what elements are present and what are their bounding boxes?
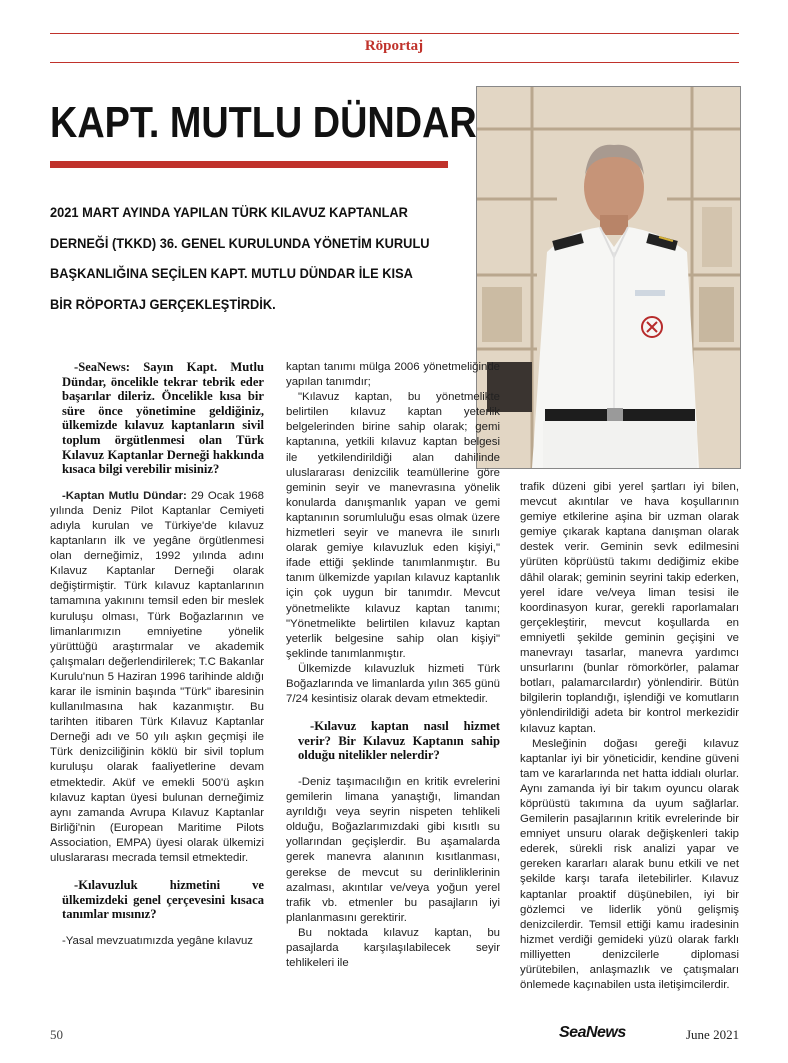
answer-1-text: 29 Ocak 1968 yılında Deniz Pilot Kaptanlar Cemiyeti adıyla kurulan ve Türkiye'de kılavuz kaptanların ilk ve yegâne örgütlenmesi olan derneğimiz, 1992 yılında adını Kılavuz Kaptanlar Derneği olarak değiştirmiştir. Türk kılavuz kaptanlarının tamamına yakınını temsil eden bir meslek kuruluşu olması, Türk Boğazlarının ve limanlarımızın emniyetine yönelik yürüttüğü araştırmalar ve akademik çalışmaları değerlendirilerek; T.C Bakanlar Kurulu'nun 5 Haziran 1996 tarihinde aldığı karar ile isminin başında "Türk" ibaresinin kullanılmasına hak kazanmıştır. Bu tarihten itibaren Türk Kılavuz Kaptanlar Derneği adı ve 50 yılı aşkın geçmişi ile Türk denizciliğinin köklü bir sivil toplum kuruluşu olarak faaliyetlerine devam etmektedir. Aküf ve emekli 500'ü aşkın kılavuz kaptan üyesi bulunan derneğimiz aynı zamanda Avrupa Kılavuz Kaptanlar Birliği'nin (European Maritime Pilots Association, EMPA) üyesi olarak ülkemizi uluslararası mecrada temsil etmektedir. — [50, 489, 264, 864]
answer-2-p3: Ülkemizde kılavuzluk hizmeti Türk Boğazlarında ve limanlarda yılın 365 günü 7/24 kesintisiz olarak devam etmektedir. — [286, 662, 500, 706]
column-1 — [50, 360, 264, 949]
answer-3-p2: Bu noktada kılavuz kaptan, bu pasajlarda karşılaşılabilecek seyir tehlikeleri ile — [286, 926, 500, 970]
answer-2-p1: kaptan tanımı mülga 2006 yönetmeliğinde yapılan tanımdır; — [286, 361, 500, 389]
question-1: -SeaNews: Sayın Kapt. Mutlu Dündar, öncelikle tekrar tebrik eder başarılar dileriz. Öncelikle kısa bir süre önce yönetimine geldiğiniz, ülkemizde kılavuz kaptanların sivil toplum örgütlenmesi olan Türk Kılavuz Kaptanlar Derneği hakkında kısaca bilgi verebilir misiniz? — [62, 360, 264, 477]
section-label: Röportaj — [364, 38, 424, 54]
column-3 — [520, 480, 739, 993]
answer-1-speaker: -Kaptan Mutlu Dündar: — [62, 489, 187, 502]
lead-paragraph: 2021 MART AYINDA YAPILAN TÜRK KILAVUZ KAPTANLAR DERNEĞİ (TKKD) 36. GENEL KURULUNDA YÖNETİM KURULU BAŞKANLIĞINA SEÇİLEN KAPT. MUTLU DÜNDAR İLE KISA BİR RÖPORTAJ GERÇEKLEŞTİRDİK. — [50, 205, 430, 312]
top-rule — [50, 33, 739, 34]
column-2 — [286, 360, 500, 971]
question-2: -Kılavuzluk hizmetini ve ülkemizdeki genel çerçevesini kısaca tanımlar mısınız? — [62, 878, 264, 922]
answer-1 — [50, 489, 264, 866]
article-title: KAPT. MUTLU DÜNDAR — [50, 98, 477, 147]
page-number: 50 — [50, 1027, 63, 1042]
issue-date: June 2021 — [686, 1027, 740, 1042]
magazine-logo: SeaNews — [559, 1024, 626, 1041]
title-underline — [50, 161, 448, 168]
question-3: -Kılavuz kaptan nasıl hizmet verir? Bir Kılavuz Kaptanın sahip olduğu nitelikler nelerdir? — [298, 719, 500, 763]
answer-3-p3: trafik düzeni gibi yerel şartları iyi bilen, mevcut akıntılar ve hava koşullarının gemiye etkilerine aşina bir uzman olarak gemiye çıkarak kaptana danışman olarak destek verir. Geminin sevk edilmesini yürüten köprüüstü takımı dediğimiz ekibe dâhil olarak; geminin seyrini takip ederken, yerel idare ve/veya liman tesisi ile koordinasyon kurar, gerekli raporlamaları gerçekleştirir, mevcut koşullarda en emniyetli şekilde geminin geçişini ve manevrayı tasarlar, manevra yardımcı unsurlarını (bunlar römorkörler, palamar botları, palamarcılardır) yönlendirir. Bütün bilgilerin toplandığı, işlendiği ve komutların yönlendirildiği adeta bir kontrol merkezidir kılavuz kaptan. — [520, 481, 739, 735]
section-rule — [50, 62, 739, 63]
answer-2-p2: "Kılavuz kaptan, bu yönetmelikte belirtilen kılavuz kaptan yeterlik belgelerinden birine sahip olarak; gemi kaptanına, yetkili kılavuz kaptan belgesi ile yetkilendirildiği alan dahilinde uluslararası denizcilik teamüllerine göre geminin seyir ve manevrasına yönelik konularda danışmanlık yapan ve gemi kaptanının sorumluluğu esas olmak üzere hizmetleri seyir ve manevra ile sınırlı olarak gemiye kılavuzluk eden kişiyi," ifade ettiği şeklinde tanımlanmıştır. Bu tanım ülkemizde yapılan kılavuz kaptanlık için çok uygun bir tanımdır. Mevcut yönetmelikte kılavuz kaptan tanımı; "Yönetmelikte belirtilen kılavuz kaptan yeterlik belgesine sahip olan kişiyi" şeklinde tanımlanmıştır. — [286, 391, 500, 660]
answer-2-start: -Yasal mevzuatımızda yegâne kılavuz — [62, 934, 253, 947]
answer-3-p1: -Deniz taşımacılığın en kritik evrelerini gemilerin limana yanaştığı, limandan ayrıldığı veya seyrin nispeten tehlikeli olduğu, Boğazlarımızdaki gibi kısıtlı su yollarından geçişlerdir. Bu aşamalarda gerek manevra alanının kısıtlanması, gerekse de mevcut su derinliklerinin azalması, akıntılar ve/veya yoğun yerel trafik vb. etmenler bu pasajların iyi planlanmasını gerektirir. — [286, 775, 500, 924]
answer-3-p4: Mesleğinin doğası gereği kılavuz kaptanlar iyi bir yöneticidir, kendine güveni tam ve kararlarında net hatta iddialı olurlar. Aynı zamanda iyi bir takım oyuncu olarak köprüüstü takımına da uyum sağlarlar. Gemilerin pasajlarının kritik evrelerinde bir emniyet unsuru olarak değişkenleri takip ederek, sürekli risk analizi yapar ve gereken kararları alarak bunu etkili ve net şekilde karşı tarafa iletebilirler. Kılavuz kaptanlar proaktif düşünebilen, iyi bir gözlemci ve liderlik yönü gelişmiş denizcilerdir. Temsil ettiği kamu iradesinin hizmet verdiği gemideki yüzü olarak farklı milliyetten denizcilerle diplomasi yürütebilen, anlaşmazlık ve çatışmaları önlemede kaçınabilen usta iletişimcilerdir. — [520, 737, 739, 992]
portrait-photo — [476, 86, 741, 469]
